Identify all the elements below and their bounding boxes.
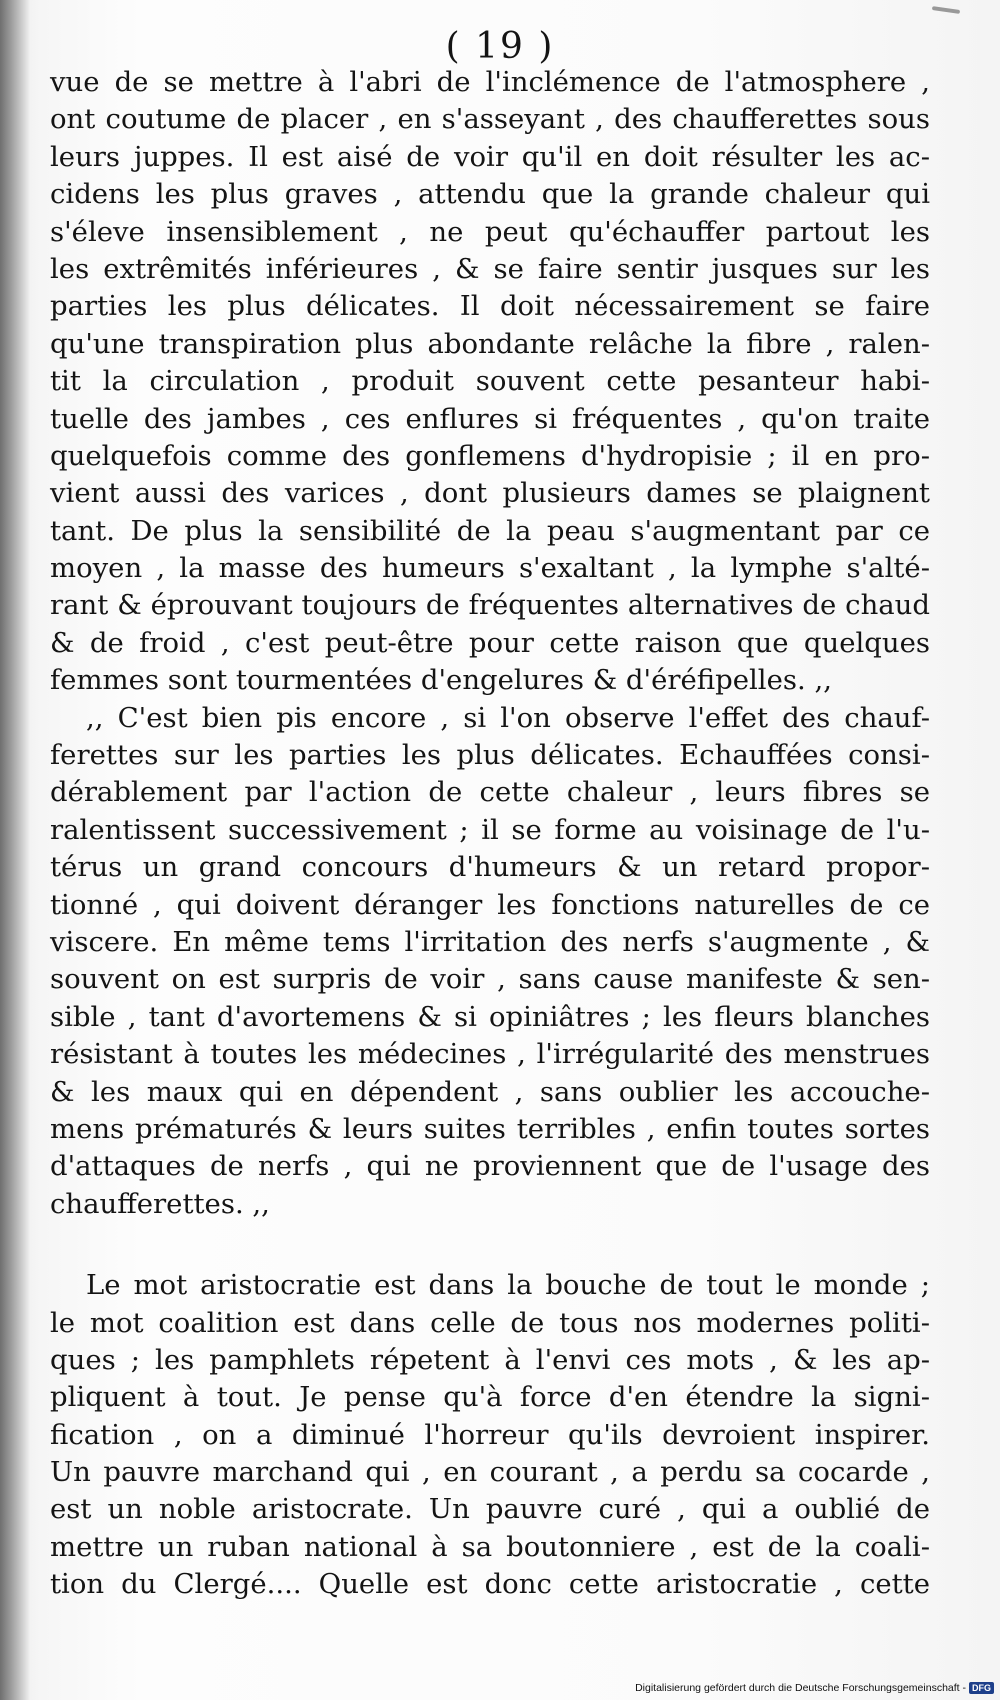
text-line: Le mot aristocratie est dans la bouche de tout le monde ; [86,1269,930,1302]
text-line: les extrêmités inférieures , & se faire sentir jusques sur les [50,252,930,285]
text-line: quelquefois comme des gonflemens d'hydropisie ; il en pro- [50,439,930,472]
text-line: leurs juppes. Il est aisé de voir qu'il en doit résulter les ac- [50,140,930,173]
text-line: le mot coalition est dans celle de tous nos modernes politi- [50,1306,930,1339]
text-line: mens prématurés & leurs suites terribles , enfin toutes sortes [50,1112,930,1145]
text-line: parties les plus délicates. Il doit nécessairement se faire [50,290,930,323]
page-body [50,64,930,1604]
text-line: tionné , qui doivent déranger les fonctions naturelles de ce [50,888,930,921]
text-line: fication , on a diminué l'horreur qu'ils devroient inspirer. [50,1418,930,1451]
credit-text: Digitalisierung gefördert durch die Deutsche Forschungsgemeinschaft - [635,1682,966,1694]
text-line: souvent on est surpris de voir , sans cause manifeste & sen- [50,963,930,996]
page-edge-mark [932,6,960,14]
text-line: femmes sont tourmentées d'engelures & d'éréfipelles. ,, [50,664,832,697]
paragraph-chaufferettes-effects [50,700,930,1223]
text-line: térus un grand concours d'humeurs & un retard propor- [50,851,930,884]
text-line: sible , tant d'avortemens & si opiniâtres ; les fleurs blanches [50,1000,930,1033]
text-line: pliquent à tout. Je pense qu'à force d'en étendre la signi- [50,1381,930,1414]
text-line: rant & éprouvant toujours de fréquentes alternatives de chaud [50,589,930,622]
text-line: s'éleve insensiblement , ne peut qu'échauffer partout les [50,215,930,248]
text-line: qu'une transpiration plus abondante relâche la fibre , ralen- [50,327,930,360]
text-line: tion du Clergé.... Quelle est donc cette aristocratie , cette [50,1568,930,1601]
text-line: tuelle des jambes , ces enflures si fréquentes , qu'on traite [50,402,930,435]
text-line: ,, C'est bien pis encore , si l'on observe l'effet des chauf- [86,701,930,734]
text-line: tant. De plus la sensibilité de la peau s'augmentant par ce [50,514,930,547]
book-spine-shadow [0,0,30,1700]
text-line: & les maux qui en dépendent , sans oublier les accouche- [50,1075,930,1108]
text-line: ques ; les pamphlets répetent à l'envi ces mots , & les ap- [50,1343,930,1376]
text-line: est un noble aristocrate. Un pauvre curé , qui a oublié de [50,1493,930,1526]
text-line: dérablement par l'action de cette chaleur , leurs fibres se [50,776,930,809]
text-line: viscere. En même tems l'irritation des nerfs s'augmente , & [50,925,930,958]
text-line: mettre un ruban national à sa boutonniere , est de la coali- [50,1530,930,1563]
text-line: ferettes sur les parties les plus délicates. Echauffées consi- [50,739,930,772]
text-line: ont coutume de placer , en s'asseyant , des chaufferettes sous [50,103,930,136]
text-line: ralentissent successivement ; il se forme au voisinage de l'u- [50,813,930,846]
text-line: vue de se mettre à l'abri de l'inclémence de l'atmosphere , [50,66,930,98]
text-line: moyen , la masse des humeurs s'exaltant , la lymphe s'alté- [50,552,930,585]
text-line: chaufferettes. ,, [50,1187,270,1220]
text-line: tit la circulation , produit souvent cette pesanteur habi- [50,365,930,398]
text-line: vient aussi des varices , dont plusieurs dames se plaignent [50,477,930,510]
digitization-credit [635,1682,994,1694]
text-line: d'attaques de nerfs , qui ne proviennent que de l'usage des [50,1150,930,1183]
paragraph-chaufferettes-end [50,64,930,700]
paragraph-gap [50,1223,930,1267]
paragraph-aristocratie [50,1267,930,1604]
text-line: & de froid , c'est peut-être pour cette raison que quelques [50,626,930,659]
text-line: Un pauvre marchand qui , en courant , a perdu sa cocarde , [50,1456,930,1489]
page-number: ( 19 ) [445,26,555,67]
text-line: cidens les plus graves , attendu que la grande chaleur qui [50,178,930,211]
dfg-logo: DFG [969,1682,994,1694]
text-line: résistant à toutes les médecines , l'irrégularité des menstrues [50,1038,930,1071]
